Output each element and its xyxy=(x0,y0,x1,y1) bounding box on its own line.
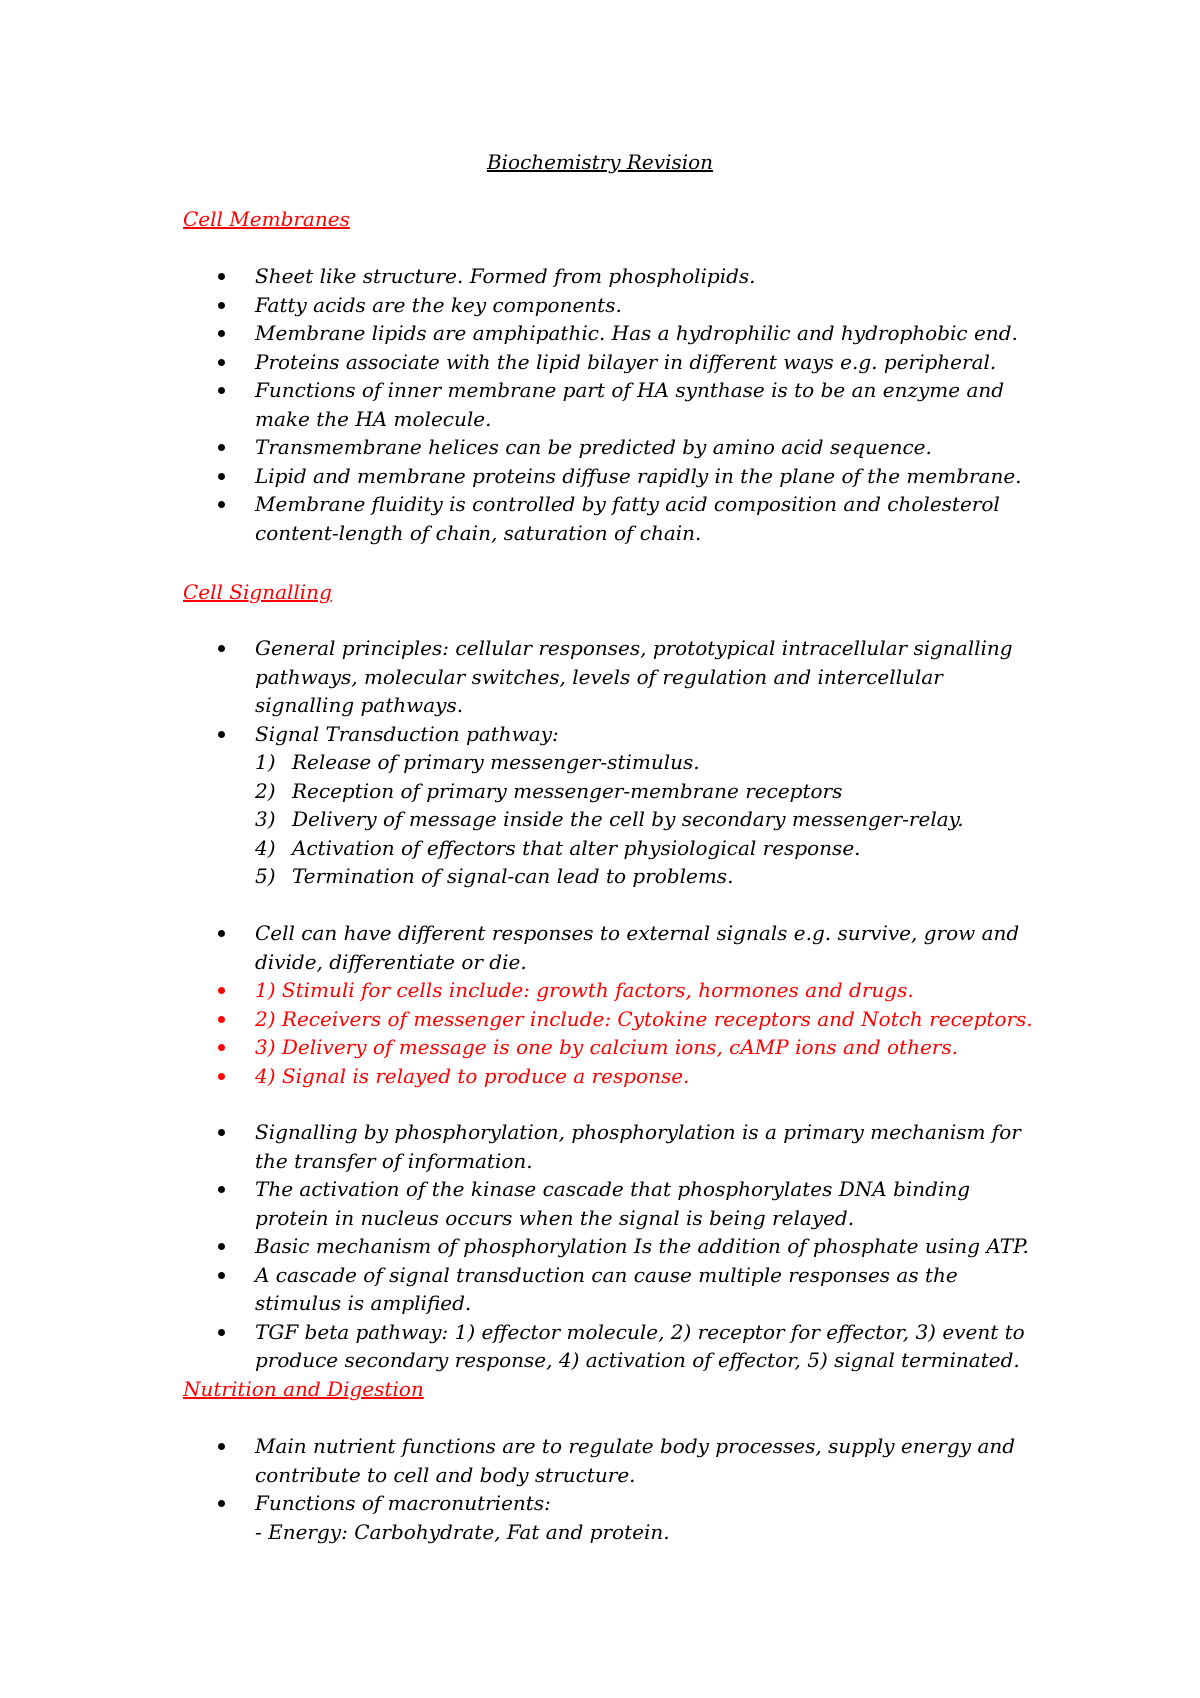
step-item: 5) Termination of signal-can lead to problems. xyxy=(255,864,734,888)
step-item: 2) Reception of primary messenger-membrane receptors xyxy=(255,778,843,803)
list-item: Main nutrient functions are to regulate body processes, supply energy and contribute to cell and body structure. xyxy=(0,1432,1200,1489)
list-item: Functions of macronutrients: - Energy: Carbohydrate, Fat and protein. xyxy=(0,1489,1200,1546)
bullet-icon xyxy=(218,359,225,366)
bullet-icon xyxy=(218,444,225,451)
heading-cell-signalling: Cell Signalling xyxy=(183,580,332,604)
list-item-highlight: 2) Receivers of messenger include: Cytokine receptors and Notch receptors. xyxy=(0,1005,1200,1034)
bullet-icon xyxy=(218,930,225,937)
list-item: Cell can have different responses to external signals e.g. survive, grow and divide, differentiate or die. xyxy=(0,919,1200,976)
bullet-icon xyxy=(218,473,225,480)
bullet-icon xyxy=(218,1329,225,1336)
bullet-icon xyxy=(218,1272,225,1279)
bullet-icon xyxy=(218,987,225,994)
bullet-icon xyxy=(218,1129,225,1136)
signal-transduction-steps xyxy=(255,748,1040,891)
list-item-highlight: 3) Delivery of message is one by calcium ions, cAMP ions and others. xyxy=(0,1033,1200,1062)
document-title: Biochemistry Revision xyxy=(486,150,714,174)
step-item: 3) Delivery of message inside the cell by secondary messenger-relay. xyxy=(255,807,964,831)
bullet-icon xyxy=(218,302,225,309)
bullet-icon xyxy=(218,1044,225,1051)
bullet-icon xyxy=(218,731,225,738)
list-item: The activation of the kinase cascade that phosphorylates DNA binding protein in nucleus occurs when the signal is being relayed. xyxy=(0,1175,1200,1232)
list-item: Signalling by phosphorylation, phosphorylation is a primary mechanism for the transfer of information. xyxy=(0,1118,1200,1175)
bullet-icon xyxy=(218,1443,225,1450)
list-item: Basic mechanism of phosphorylation Is the addition of phosphate using ATP. xyxy=(0,1232,1200,1261)
list-item-highlight: 1) Stimuli for cells include: growth factors, hormones and drugs. xyxy=(0,976,1200,1005)
bullet-icon xyxy=(218,273,225,280)
list-item: Membrane lipids are amphipathic. Has a hydrophilic and hydrophobic end. xyxy=(0,319,1200,348)
bullet-icon xyxy=(218,645,225,652)
list-item: Functions of inner membrane part of HA synthase is to be an enzyme and make the HA molecule. xyxy=(0,376,1200,433)
step-item: 1) Release of primary messenger-stimulus. xyxy=(255,750,700,774)
bullet-icon xyxy=(218,1243,225,1250)
step-item: 4) Activation of effectors that alter physiological response. xyxy=(255,835,861,860)
heading-cell-membranes: Cell Membranes xyxy=(183,207,350,231)
bullet-icon xyxy=(218,1186,225,1193)
list-item: Fatty acids are the key components. xyxy=(0,291,1200,320)
bullet-icon xyxy=(218,387,225,394)
bullet-icon xyxy=(218,330,225,337)
bullet-icon xyxy=(218,1016,225,1023)
bullet-icon xyxy=(218,501,225,508)
list-item: Proteins associate with the lipid bilayer in different ways e.g. peripheral. xyxy=(0,348,1200,377)
list-cell-signalling-phosphorylation xyxy=(0,1118,1200,1375)
list-cell-signalling-responses xyxy=(0,919,1200,1090)
list-item: General principles: cellular responses, prototypical intracellular signalling pathways, molecular switches, levels of regulation and intercellular signalling pathways. xyxy=(0,634,1200,720)
bullet-icon xyxy=(218,1073,225,1080)
list-item: TGF beta pathway: 1) effector molecule, 2) receptor for effector, 3) event to produce secondary response, 4) activation of effector, 5) signal terminated. xyxy=(0,1318,1200,1375)
list-item: Transmembrane helices can be predicted by amino acid sequence. xyxy=(0,433,1200,462)
list-item: Lipid and membrane proteins diffuse rapidly in the plane of the membrane. xyxy=(0,462,1200,491)
heading-nutrition-digestion: Nutrition and Digestion xyxy=(183,1377,424,1401)
list-item: Membrane fluidity is controlled by fatty acid composition and cholesterol content-length of chain, saturation of chain. xyxy=(0,490,1200,547)
list-cell-signalling-general xyxy=(0,634,1200,891)
list-item: Signal Transduction pathway: 1) Release of primary messenger-stimulus. 2) Reception of primary messenger-membrane receptors 3) Delivery of message inside the cell by secondary messenger-relay. 4) Activation of effectors that alter physiological response. 5) Termination of signal-can lead to problems. xyxy=(0,720,1200,891)
list-item: A cascade of signal transduction can cause multiple responses as the stimulus is amplified. xyxy=(0,1261,1200,1318)
list-item: Sheet like structure. Formed from phospholipids. xyxy=(0,262,1200,291)
list-item-highlight: 4) Signal is relayed to produce a response. xyxy=(0,1062,1200,1091)
list-cell-membranes xyxy=(0,262,1200,547)
bullet-icon xyxy=(218,1500,225,1507)
macronutrient-sub-line: - Energy: Carbohydrate, Fat and protein. xyxy=(255,1519,670,1544)
list-nutrition xyxy=(0,1432,1200,1546)
